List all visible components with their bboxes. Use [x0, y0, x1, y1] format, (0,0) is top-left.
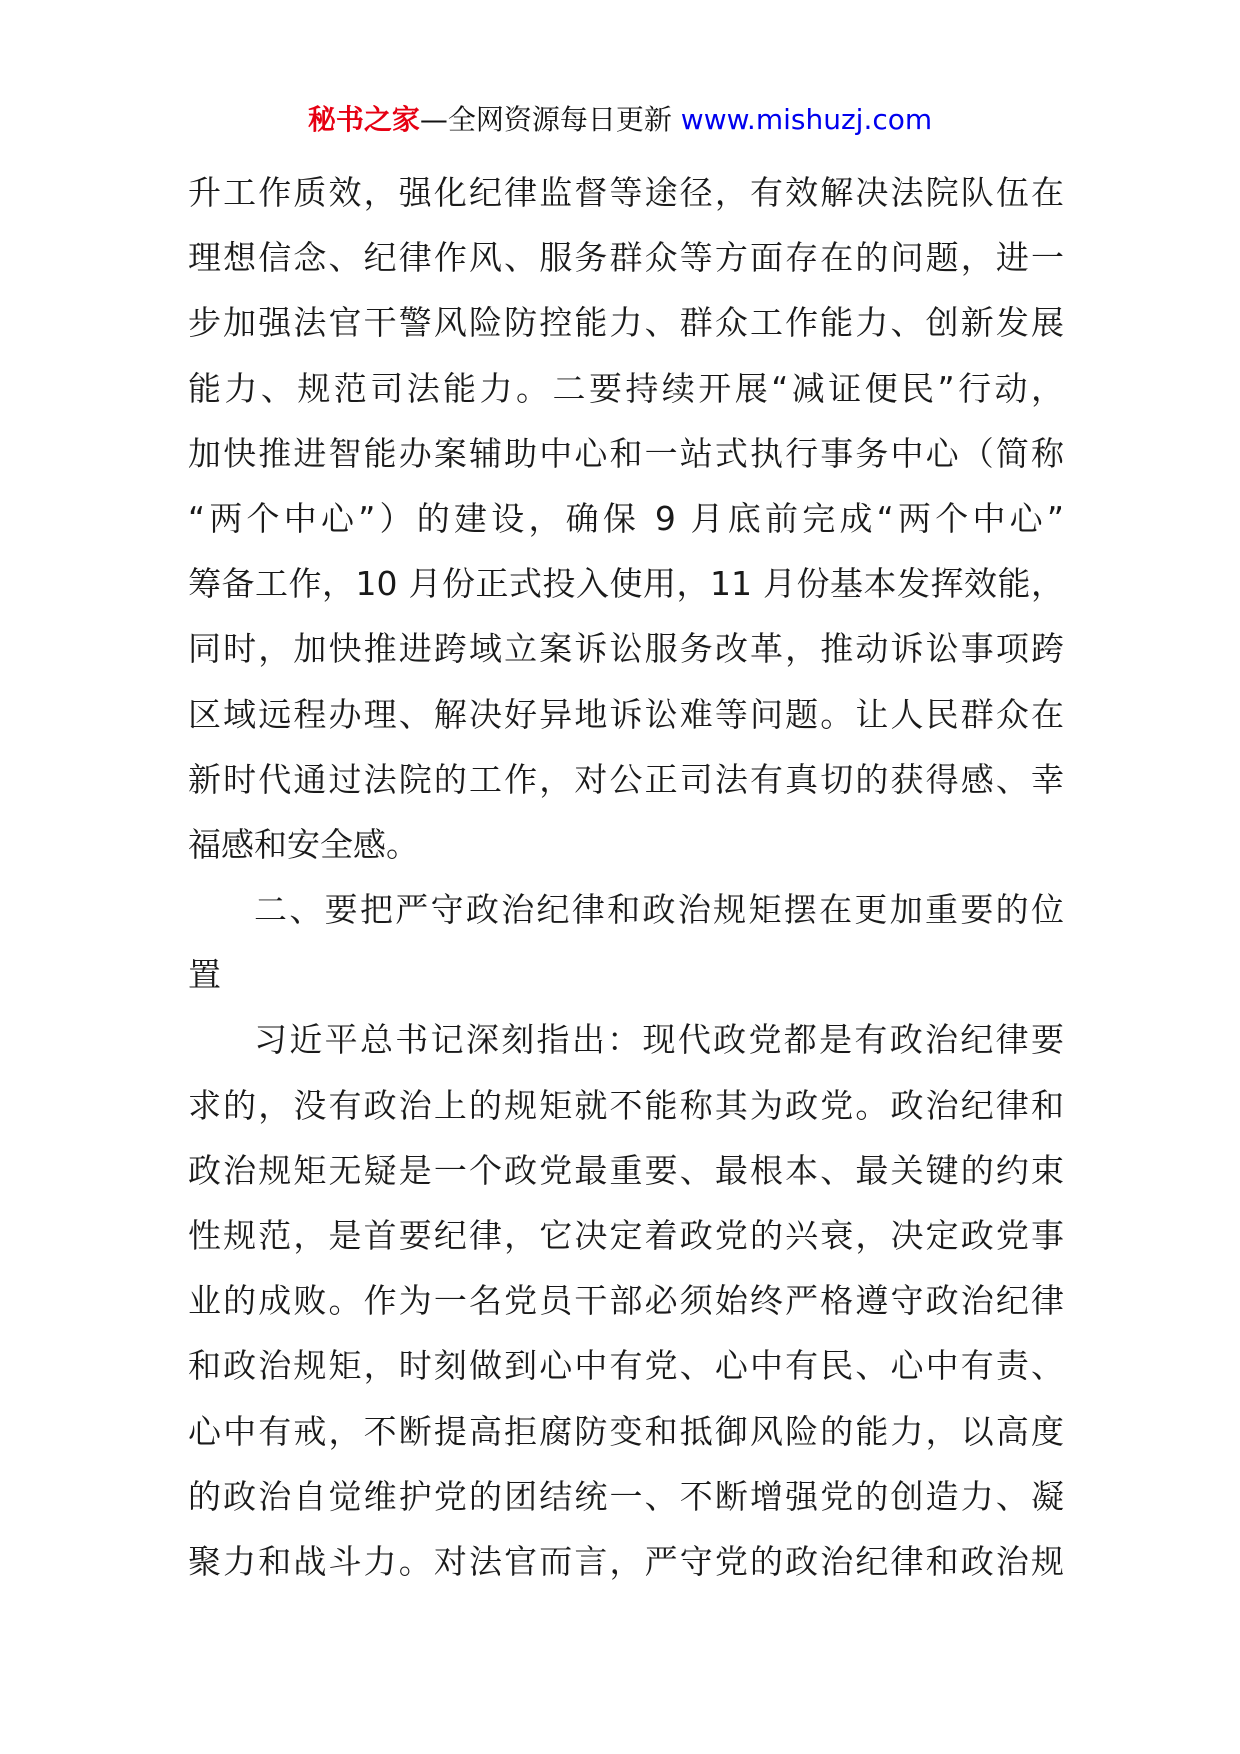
site-header — [0, 100, 1240, 140]
text-line: 区域远程办理、解决好异地诉讼难等问题。让人民群众在 — [188, 694, 1064, 734]
header-tagline: —全网资源每日更新 — [419, 103, 672, 136]
document-body — [188, 160, 1064, 1594]
text-line: 能力、规范司法能力。二要持续开展“减证便民”行动， — [188, 368, 1064, 408]
text-line: 业的成败。作为一名党员干部必须始终严格遵守政治纪律 — [188, 1281, 1064, 1321]
text-line: 性规范，是首要纪律，它决定着政党的兴衰，决定政党事 — [188, 1216, 1064, 1255]
text-line: “两个中心”）的建设，确保 9 月底前完成“两个中心” — [188, 498, 1064, 538]
text-line: 心中有戒，不断提高拒腐防变和抵御风险的能力，以高度 — [188, 1411, 1064, 1451]
site-url-link[interactable]: www.mishuzj.com — [680, 103, 933, 136]
text-line: 筹备工作，10 月份正式投入使用，11 月份基本发挥效能， — [188, 564, 1064, 604]
text-line: 加快推进智能办案辅助中心和一站式执行事务中心（简称 — [188, 433, 1064, 473]
text-line: 升工作质效，强化纪律监督等途径，有效解决法院队伍在 — [188, 173, 1064, 212]
section-heading-end: 置 — [188, 955, 221, 995]
brand-name: 秘书之家 — [307, 103, 420, 136]
paragraph-start-line: 习近平总书记深刻指出：现代政党都是有政治纪律要 — [254, 1020, 1064, 1060]
section-heading-line: 二、要把严守政治纪律和政治规矩摆在更加重要的位 — [254, 890, 1064, 930]
text-line: 新时代通过法院的工作，对公正司法有真切的获得感、幸 — [188, 759, 1064, 799]
text-line: 同时，加快推进跨域立案诉讼服务改革，推动诉讼事项跨 — [188, 629, 1064, 669]
text-line: 聚力和战斗力。对法官而言，严守党的政治纪律和政治规 — [188, 1541, 1064, 1581]
text-line: 和政治规矩，时刻做到心中有党、心中有民、心中有责、 — [188, 1346, 1064, 1386]
text-line: 求的，没有政治上的规矩就不能称其为政党。政治纪律和 — [188, 1085, 1064, 1125]
paragraph-end-line: 福感和安全感。 — [188, 824, 419, 864]
text-line: 步加强法官干警风险防控能力、群众工作能力、创新发展 — [188, 303, 1064, 343]
text-line: 的政治自觉维护党的团结统一、不断增强党的创造力、凝 — [188, 1476, 1064, 1516]
text-line: 政治规矩无疑是一个政党最重要、最根本、最关键的约束 — [188, 1150, 1064, 1190]
text-line: 理想信念、纪律作风、服务群众等方面存在的问题，进一 — [188, 238, 1064, 278]
